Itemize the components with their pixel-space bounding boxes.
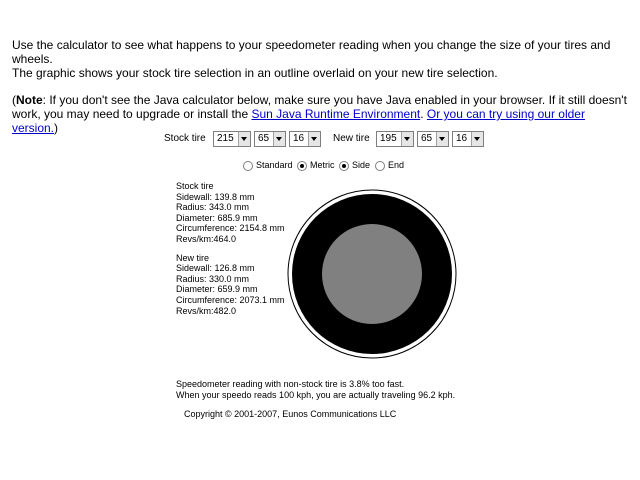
stock-diameter: Diameter: 685.9 mm	[176, 212, 258, 223]
stock-tire-specs	[176, 181, 285, 245]
wheel-rim-circle	[322, 224, 422, 324]
stock-width-select[interactable]	[213, 131, 251, 147]
new-rim-value: 16	[456, 133, 468, 144]
radio-indicator	[243, 161, 253, 171]
chevron-down-icon	[401, 132, 413, 146]
radio-indicator	[297, 161, 307, 171]
actual-speed-text: When your speedo reads 100 kph, you are actually traveling 96.2 kph.	[176, 390, 456, 400]
new-aspect-value: 65	[421, 133, 433, 144]
copyright: Copyright © 2001-2007, Eunos Communications LLC	[184, 409, 397, 419]
note-separator: .	[420, 107, 427, 121]
new-revs: Revs/km:482.0	[176, 305, 237, 316]
end-radio-label: End	[388, 160, 405, 170]
chevron-down-icon	[273, 132, 285, 146]
tire-graphic	[286, 188, 458, 360]
display-options	[0, 159, 640, 173]
java-note	[12, 93, 632, 135]
new-tire-label: New tire	[333, 133, 370, 144]
new-radius: Radius: 330.0 mm	[176, 273, 250, 284]
note-text: : If you don't see the Java calculator below, make sure you have Java enabled in your browser. If it still doesn't work, you may need to upgrade or install the	[12, 93, 627, 121]
stock-tire-label: Stock tire	[164, 133, 206, 144]
stock-circumference: Circumference: 2154.8 mm	[176, 223, 285, 234]
stock-rim-value: 16	[293, 133, 305, 144]
radio-indicator	[339, 161, 349, 171]
new-width-select[interactable]	[376, 131, 414, 147]
stock-aspect-value: 65	[258, 133, 270, 144]
chevron-down-icon	[238, 132, 250, 146]
side-radio-label: Side	[352, 160, 371, 170]
stock-rim-select[interactable]	[289, 131, 321, 147]
new-diameter: Diameter: 659.9 mm	[176, 284, 258, 295]
metric-radio-label: Metric	[310, 160, 335, 170]
speedometer-error-text: Speedometer reading with non-stock tire is 3.8% too fast.	[176, 379, 405, 389]
new-tire-specs	[176, 253, 285, 317]
stock-aspect-select[interactable]	[254, 131, 286, 147]
stock-width-value: 215	[217, 133, 234, 144]
new-aspect-select[interactable]	[417, 131, 449, 147]
new-tire-heading: New tire	[176, 252, 210, 263]
intro-line-1: Use the calculator to see what happens to your speedometer reading when you change the size of your tires and wheels.	[12, 38, 611, 66]
new-rim-select[interactable]	[452, 131, 484, 147]
older-version-link[interactable]: Or you can try using our older version.	[12, 107, 585, 135]
new-circumference: Circumference: 2073.1 mm	[176, 294, 285, 305]
intro-paragraph	[12, 38, 632, 80]
new-width-value: 195	[380, 133, 397, 144]
note-label: Note	[16, 93, 43, 107]
chevron-down-icon	[471, 132, 483, 146]
tire-selector-row	[0, 131, 640, 147]
note-close-paren: )	[54, 121, 59, 135]
standard-radio-label: Standard	[256, 160, 293, 170]
new-sidewall: Sidewall: 126.8 mm	[176, 263, 255, 274]
speedometer-result	[176, 379, 455, 401]
intro-text	[12, 38, 632, 135]
note-open-paren: (	[12, 93, 16, 107]
stock-sidewall: Sidewall: 139.8 mm	[176, 191, 255, 202]
chevron-down-icon	[436, 132, 448, 146]
intro-line-2: The graphic shows your stock tire selection in an outline overlaid on your new tire selection.	[12, 66, 498, 80]
radio-indicator	[375, 161, 385, 171]
chevron-down-icon	[308, 132, 320, 146]
stock-revs: Revs/km:464.0	[176, 233, 237, 244]
stock-radius: Radius: 343.0 mm	[176, 202, 250, 213]
tire-specs	[176, 181, 285, 316]
jre-link[interactable]: Sun Java Runtime Environment	[251, 107, 421, 121]
stock-tire-heading: Stock tire	[176, 181, 214, 191]
